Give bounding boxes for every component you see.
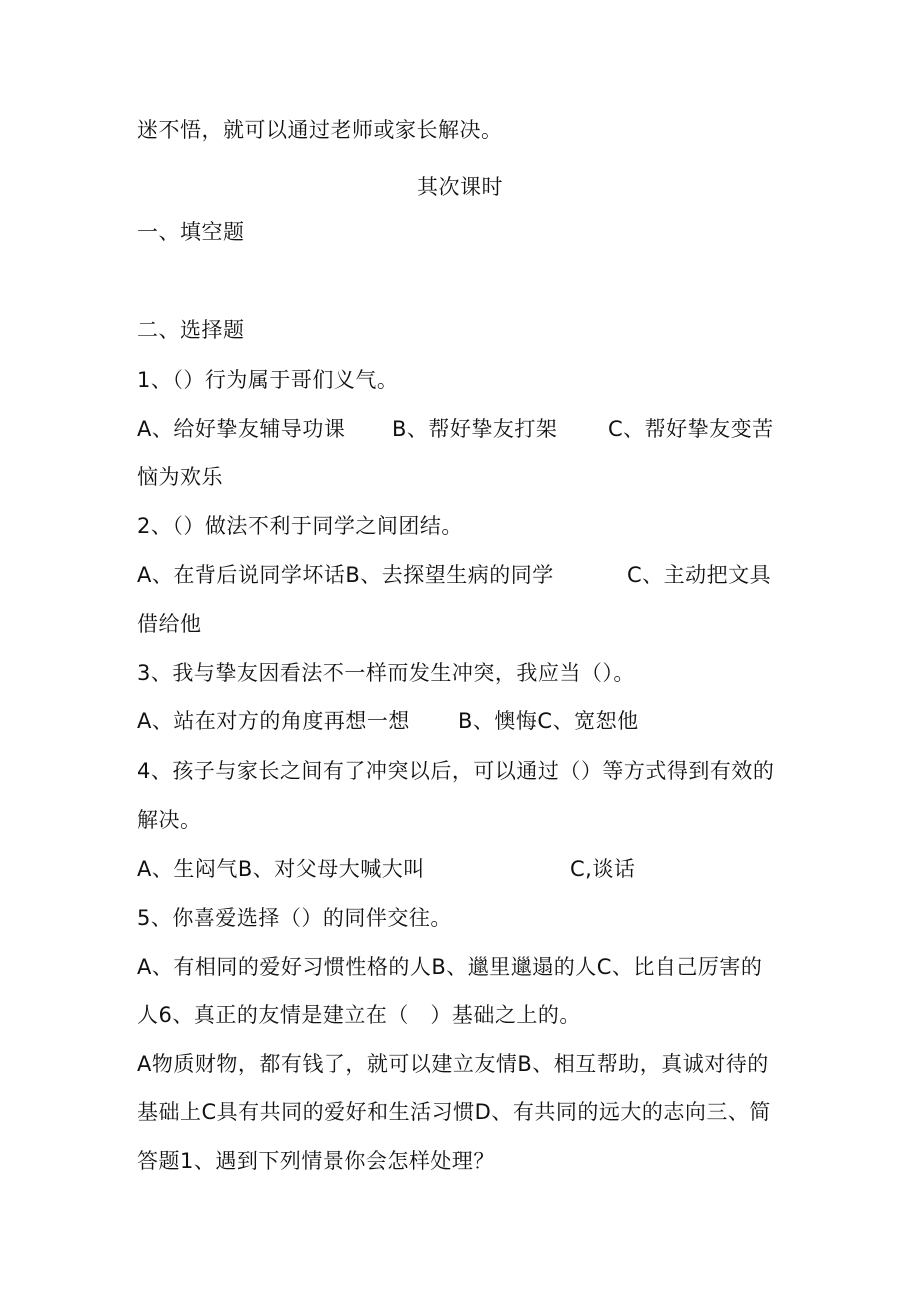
question-3-stem: 3、我与挚友因看法不一样而发生冲突，我应当（）。 xyxy=(137,661,635,685)
question-5-stem: 5、你喜爱选择（）的同伴交往。 xyxy=(137,906,452,930)
question-5-options-line-1: A、有相同的爱好习惯性格的人B、邋里邋遢的人C、比自己厉害的 xyxy=(137,955,763,979)
question-4-stem-line-2: 解决。 xyxy=(137,808,202,832)
question-3-options-bc: B、懊悔C、宽恕他 xyxy=(458,709,639,733)
question-1-option-c: C、帮好挚友变苦 xyxy=(608,417,774,441)
question-4-option-c: C,谈话 xyxy=(570,857,636,881)
section-fill-blank-heading: 一、填空题 xyxy=(137,220,245,244)
question-2-option-c: C、主动把文具 xyxy=(627,563,772,587)
lesson-title: 其次课时 xyxy=(417,175,503,199)
question-6-options-line-3: 答题1、遇到下列情景你会怎样处理？ xyxy=(137,1149,495,1173)
question-1-option-a: A、给好挚友辅导功课 xyxy=(137,417,346,441)
question-3-option-a: A、站在对方的角度再想一想 xyxy=(137,709,410,733)
question-1-stem: 1、（）行为属于哥们义气。 xyxy=(137,368,399,392)
question-6-options-line-1: A物质财物，都有钱了，就可以建立友情B、相互帮助，真诚对待的 xyxy=(137,1052,769,1076)
question-2-option-c-continued: 借给他 xyxy=(137,612,202,636)
question-1-option-b: B、帮好挚友打架 xyxy=(392,417,558,441)
section-multiple-choice-heading: 二、选择题 xyxy=(137,318,245,342)
question-6-options-line-2: 基础上C具有共同的爱好和生活习惯D、有共同的远大的志向三、简 xyxy=(137,1100,771,1124)
question-1-option-c-continued: 恼为欢乐 xyxy=(137,465,223,489)
question-2-stem: 2、（）做法不利于同学之间团结。 xyxy=(137,514,463,538)
question-4-options-ab: A、生闷气B、对父母大喊大叫 xyxy=(137,857,425,881)
intro-line: 迷不悟，就可以通过老师或家长解决。 xyxy=(137,118,503,142)
question-4-stem-line-1: 4、孩子与家长之间有了冲突以后，可以通过（）等方式得到有效的 xyxy=(137,759,775,783)
question-5-options-line-2: 人6、真正的友情是建立在（ ）基础之上的。 xyxy=(137,1003,581,1027)
question-2-options-ab: A、在背后说同学坏话B、去探望生病的同学 xyxy=(137,563,554,587)
